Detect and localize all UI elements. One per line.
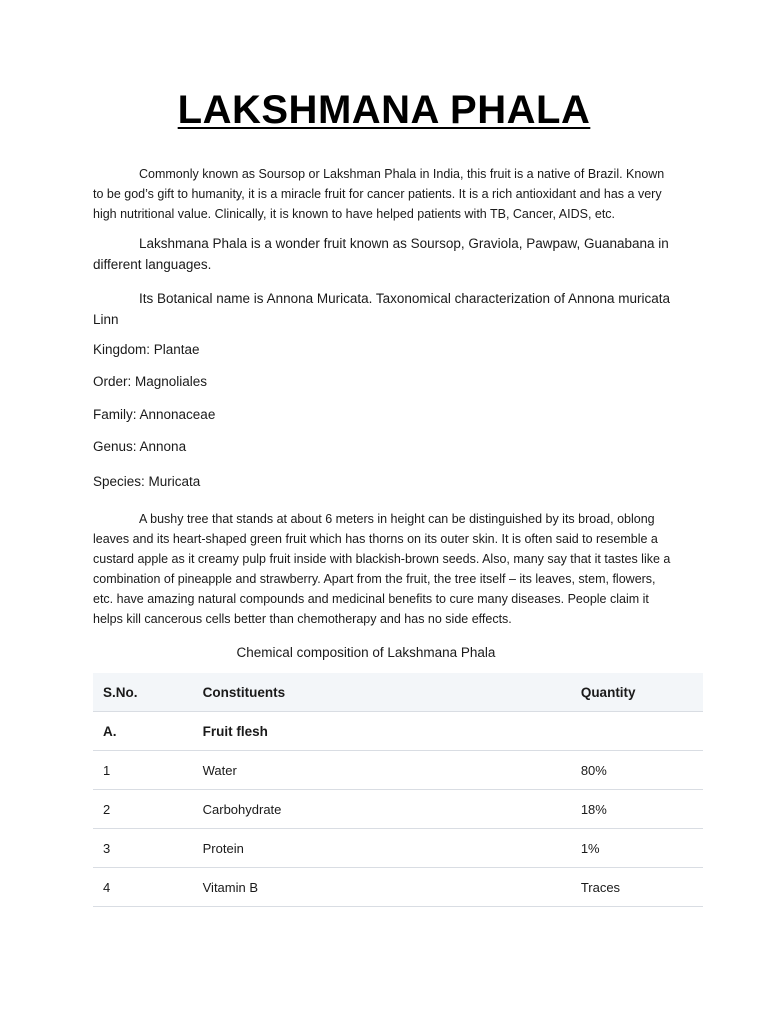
row-constituent: Protein	[193, 829, 571, 868]
botanical-paragraph: Its Botanical name is Annona Muricata. Taxonomical characterization of Annona muricata Linn	[93, 291, 671, 327]
taxonomy-family: Family: Annonaceae	[93, 407, 216, 422]
header-constituents: Constituents	[193, 673, 571, 712]
row-constituent: Vitamin B	[193, 868, 571, 907]
row-quantity: Traces	[571, 868, 703, 907]
table-row	[93, 868, 703, 907]
row-quantity: 18%	[571, 790, 703, 829]
names-paragraph: Lakshmana Phala is a wonder fruit known as Soursop, Graviola, Pawpaw, Guanabana in different languages.	[93, 236, 669, 272]
table-row	[93, 751, 703, 790]
table-row	[93, 829, 703, 868]
row-sno: 2	[93, 790, 193, 829]
intro-paragraph: Commonly known as Soursop or Lakshman Phala in India, this fruit is a native of Brazil. Known to be god’s gift to humanity, it is a miracle fruit for cancer patients. It is a rich antioxidant and has a very high nutritional value. Clinically, it is known to have helped patients with TB, Cancer, AIDS, etc.	[93, 167, 665, 221]
header-quantity: Quantity	[571, 673, 703, 712]
taxonomy-kingdom: Kingdom: Plantae	[93, 342, 200, 357]
description-paragraph: A bushy tree that stands at about 6 meters in height can be distinguished by its broad, oblong leaves and its heart-shaped green fruit which has thorns on its outer skin. It is often said to resemble a custard apple as it creamy pulp fruit inside with blackish-brown seeds. Also, many say that it tastes like a combination of pineapple and strawberry. Apart from the fruit, the tree itself – its leaves, stem, flowers, etc. have amazing natural compounds and medicinal benefits to cure many diseases. People claim it helps kill cancerous cells better than chemotherapy and has no side effects.	[93, 512, 671, 626]
row-sno: 4	[93, 868, 193, 907]
taxonomy-species: Species: Muricata	[93, 474, 201, 489]
table-caption: Chemical composition of Lakshmana Phala	[236, 645, 496, 660]
section-sno: A.	[93, 712, 193, 751]
composition-table	[93, 673, 703, 907]
table-section-row	[93, 712, 703, 751]
section-label: Fruit flesh	[193, 712, 571, 751]
taxonomy-order: Order: Magnoliales	[93, 374, 208, 389]
taxonomy-genus: Genus: Annona	[93, 439, 187, 454]
table-header-row	[93, 673, 703, 712]
row-quantity: 80%	[571, 751, 703, 790]
row-sno: 1	[93, 751, 193, 790]
row-quantity: 1%	[571, 829, 703, 868]
row-sno: 3	[93, 829, 193, 868]
header-sno: S.No.	[93, 673, 193, 712]
row-constituent: Water	[193, 751, 571, 790]
table-row	[93, 790, 703, 829]
document-title: LAKSHMANA PHALA	[177, 88, 591, 132]
row-constituent: Carbohydrate	[193, 790, 571, 829]
section-empty-cell	[571, 712, 703, 751]
